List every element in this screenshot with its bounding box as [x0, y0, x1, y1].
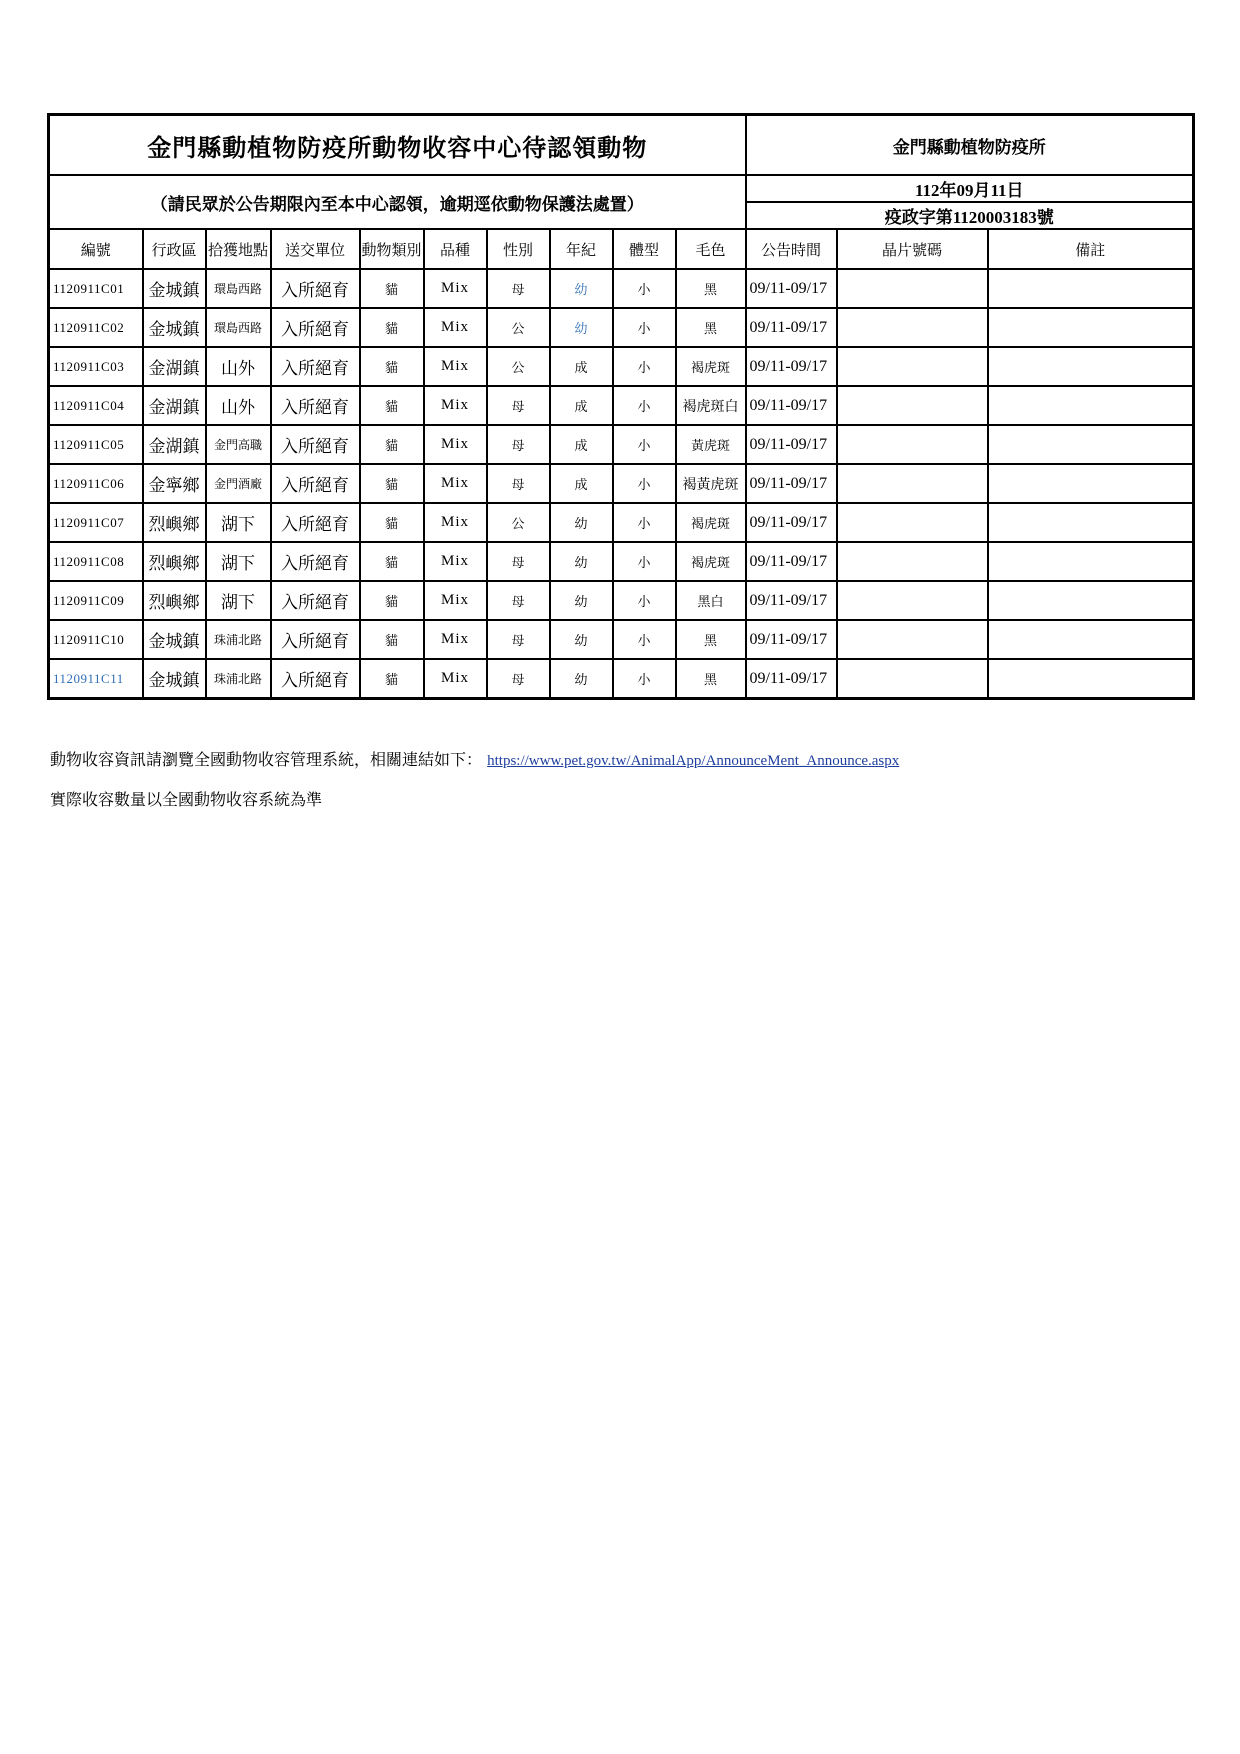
period-cell: 09/11-09/17 [746, 386, 837, 425]
note-cell [988, 659, 1194, 699]
chip-cell [837, 425, 988, 464]
type-cell: 貓 [360, 542, 424, 581]
note-cell [988, 386, 1194, 425]
size-cell: 小 [613, 464, 676, 503]
breed-cell: Mix [424, 425, 487, 464]
note-cell [988, 542, 1194, 581]
announcement-date: 112年09月11日 [746, 175, 1194, 202]
note-cell [988, 269, 1194, 308]
sex-cell: 母 [487, 659, 550, 699]
info-text: 動物收容資訊請瀏覽全國動物收容管理系統，相關連結如下： [50, 750, 483, 769]
location-cell: 珠浦北路 [206, 620, 271, 659]
size-cell: 小 [613, 425, 676, 464]
animal-id: 1120911C01 [49, 269, 143, 308]
location-cell: 環島西路 [206, 269, 271, 308]
column-header: 晶片號碼 [837, 229, 988, 269]
type-cell: 貓 [360, 386, 424, 425]
color-cell: 黑 [676, 308, 746, 347]
table-row [49, 659, 1194, 699]
color-cell: 褐黃虎斑 [676, 464, 746, 503]
unit-cell: 入所絕育 [271, 503, 360, 542]
chip-cell [837, 386, 988, 425]
size-cell: 小 [613, 581, 676, 620]
column-header: 備註 [988, 229, 1194, 269]
table-row [49, 347, 1194, 386]
unit-cell: 入所絕育 [271, 542, 360, 581]
unit-cell: 入所絕育 [271, 659, 360, 699]
type-cell: 貓 [360, 620, 424, 659]
note-cell [988, 503, 1194, 542]
period-cell: 09/11-09/17 [746, 464, 837, 503]
chip-cell [837, 308, 988, 347]
column-header: 毛色 [676, 229, 746, 269]
table-row [49, 620, 1194, 659]
table-row [49, 542, 1194, 581]
footer-notes [50, 748, 899, 828]
period-cell: 09/11-09/17 [746, 620, 837, 659]
period-cell: 09/11-09/17 [746, 659, 837, 699]
sex-cell: 母 [487, 425, 550, 464]
type-cell: 貓 [360, 269, 424, 308]
location-cell: 湖下 [206, 503, 271, 542]
sex-cell: 公 [487, 347, 550, 386]
breed-cell: Mix [424, 269, 487, 308]
location-cell: 湖下 [206, 581, 271, 620]
district-cell: 金湖鎮 [143, 347, 206, 386]
page-title: 金門縣動植物防疫所動物收容中心待認領動物 [49, 115, 746, 176]
unit-cell: 入所絕育 [271, 269, 360, 308]
table-row [49, 464, 1194, 503]
breed-cell: Mix [424, 581, 487, 620]
table-row [49, 503, 1194, 542]
size-cell: 小 [613, 347, 676, 386]
sex-cell: 公 [487, 308, 550, 347]
location-cell: 珠浦北路 [206, 659, 271, 699]
district-cell: 金城鎮 [143, 308, 206, 347]
column-header: 公告時間 [746, 229, 837, 269]
column-header: 品種 [424, 229, 487, 269]
sex-cell: 母 [487, 269, 550, 308]
color-cell: 褐虎斑 [676, 503, 746, 542]
chip-cell [837, 464, 988, 503]
column-header: 性別 [487, 229, 550, 269]
color-cell: 黑 [676, 269, 746, 308]
location-cell: 金門酒廠 [206, 464, 271, 503]
unit-cell: 入所絕育 [271, 464, 360, 503]
type-cell: 貓 [360, 347, 424, 386]
period-cell: 09/11-09/17 [746, 269, 837, 308]
size-cell: 小 [613, 386, 676, 425]
color-cell: 黑 [676, 659, 746, 699]
note-cell [988, 308, 1194, 347]
color-cell: 褐虎斑 [676, 347, 746, 386]
sex-cell: 母 [487, 542, 550, 581]
size-cell: 小 [613, 659, 676, 699]
color-cell: 黑白 [676, 581, 746, 620]
note-cell [988, 347, 1194, 386]
size-cell: 小 [613, 308, 676, 347]
type-cell: 貓 [360, 659, 424, 699]
age-cell: 成 [550, 464, 613, 503]
district-cell: 金城鎮 [143, 620, 206, 659]
info-line [50, 748, 899, 788]
animal-id: 1120911C09 [49, 581, 143, 620]
breed-cell: Mix [424, 386, 487, 425]
table-row [49, 425, 1194, 464]
document-number: 疫政字第1120003183號 [746, 202, 1194, 229]
column-header: 年紀 [550, 229, 613, 269]
age-cell: 幼 [550, 542, 613, 581]
sex-cell: 母 [487, 620, 550, 659]
type-cell: 貓 [360, 503, 424, 542]
breed-cell: Mix [424, 503, 487, 542]
animal-id: 1120911C05 [49, 425, 143, 464]
age-cell: 幼 [550, 581, 613, 620]
chip-cell [837, 269, 988, 308]
unit-cell: 入所絕育 [271, 581, 360, 620]
age-cell: 幼 [550, 659, 613, 699]
breed-cell: Mix [424, 659, 487, 699]
color-cell: 褐虎斑白 [676, 386, 746, 425]
table-row [49, 308, 1194, 347]
note-cell [988, 425, 1194, 464]
district-cell: 金湖鎮 [143, 386, 206, 425]
age-cell: 成 [550, 386, 613, 425]
column-header: 編號 [49, 229, 143, 269]
note-cell [988, 581, 1194, 620]
unit-cell: 入所絕育 [271, 308, 360, 347]
chip-cell [837, 581, 988, 620]
location-cell: 金門高職 [206, 425, 271, 464]
unit-cell: 入所絕育 [271, 425, 360, 464]
unit-cell: 入所絕育 [271, 386, 360, 425]
table-header-row [49, 229, 1194, 269]
period-cell: 09/11-09/17 [746, 581, 837, 620]
sex-cell: 母 [487, 464, 550, 503]
district-cell: 金城鎮 [143, 659, 206, 699]
unit-cell: 入所絕育 [271, 347, 360, 386]
chip-cell [837, 659, 988, 699]
age-cell: 幼 [550, 269, 613, 308]
size-cell: 小 [613, 542, 676, 581]
table-row [49, 386, 1194, 425]
column-header: 拾獲地點 [206, 229, 271, 269]
size-cell: 小 [613, 503, 676, 542]
animal-id: 1120911C03 [49, 347, 143, 386]
table-row [49, 581, 1194, 620]
age-cell: 成 [550, 347, 613, 386]
animal-id: 1120911C10 [49, 620, 143, 659]
age-cell: 成 [550, 425, 613, 464]
column-header: 行政區 [143, 229, 206, 269]
age-cell: 幼 [550, 503, 613, 542]
age-cell: 幼 [550, 308, 613, 347]
age-cell: 幼 [550, 620, 613, 659]
breed-cell: Mix [424, 620, 487, 659]
type-cell: 貓 [360, 464, 424, 503]
color-cell: 黑 [676, 620, 746, 659]
sex-cell: 母 [487, 386, 550, 425]
location-cell: 山外 [206, 347, 271, 386]
animal-id: 1120911C11 [49, 659, 143, 699]
organization-name: 金門縣動植物防疫所 [746, 115, 1194, 176]
color-cell: 黃虎斑 [676, 425, 746, 464]
period-cell: 09/11-09/17 [746, 308, 837, 347]
note-cell [988, 620, 1194, 659]
announcement-table [47, 113, 1195, 700]
disclaimer-text: 實際收容數量以全國動物收容系統為準 [50, 790, 323, 809]
type-cell: 貓 [360, 308, 424, 347]
size-cell: 小 [613, 620, 676, 659]
breed-cell: Mix [424, 347, 487, 386]
animal-id: 1120911C04 [49, 386, 143, 425]
column-header: 體型 [613, 229, 676, 269]
shelter-system-link[interactable]: https://www.pet.gov.tw/AnimalApp/AnnounceMent_Announce.aspx [487, 753, 900, 769]
period-cell: 09/11-09/17 [746, 542, 837, 581]
animal-id: 1120911C02 [49, 308, 143, 347]
unit-cell: 入所絕育 [271, 620, 360, 659]
period-cell: 09/11-09/17 [746, 503, 837, 542]
period-cell: 09/11-09/17 [746, 347, 837, 386]
column-header: 送交單位 [271, 229, 360, 269]
chip-cell [837, 503, 988, 542]
table-row [49, 269, 1194, 308]
animal-id: 1120911C08 [49, 542, 143, 581]
breed-cell: Mix [424, 308, 487, 347]
column-header: 動物類別 [360, 229, 424, 269]
color-cell: 褐虎斑 [676, 542, 746, 581]
breed-cell: Mix [424, 542, 487, 581]
location-cell: 湖下 [206, 542, 271, 581]
chip-cell [837, 347, 988, 386]
type-cell: 貓 [360, 581, 424, 620]
district-cell: 烈嶼鄉 [143, 581, 206, 620]
location-cell: 環島西路 [206, 308, 271, 347]
page-subtitle: （請民眾於公告期限內至本中心認領，逾期逕依動物保護法處置） [49, 175, 746, 229]
location-cell: 山外 [206, 386, 271, 425]
district-cell: 烈嶼鄉 [143, 542, 206, 581]
period-cell: 09/11-09/17 [746, 425, 837, 464]
animal-id: 1120911C07 [49, 503, 143, 542]
animal-id: 1120911C06 [49, 464, 143, 503]
type-cell: 貓 [360, 425, 424, 464]
district-cell: 金寧鄉 [143, 464, 206, 503]
chip-cell [837, 542, 988, 581]
note-cell [988, 464, 1194, 503]
sex-cell: 公 [487, 503, 550, 542]
size-cell: 小 [613, 269, 676, 308]
district-cell: 烈嶼鄉 [143, 503, 206, 542]
district-cell: 金湖鎮 [143, 425, 206, 464]
chip-cell [837, 620, 988, 659]
district-cell: 金城鎮 [143, 269, 206, 308]
breed-cell: Mix [424, 464, 487, 503]
sex-cell: 母 [487, 581, 550, 620]
